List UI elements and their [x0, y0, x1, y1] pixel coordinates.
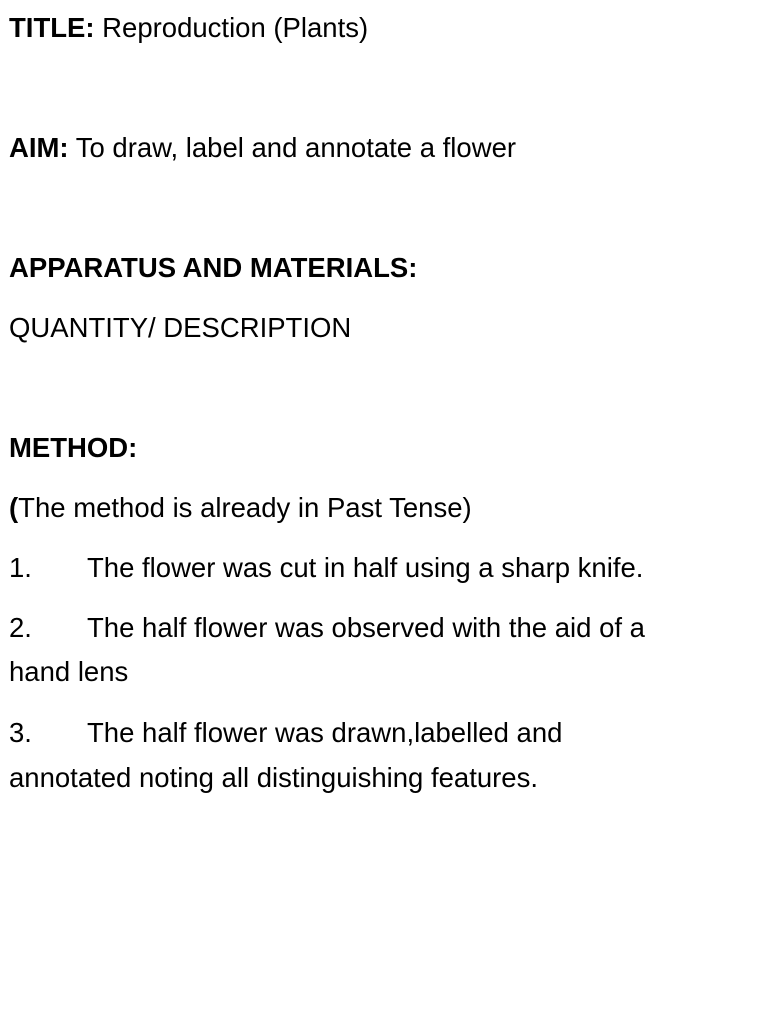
step-text: The flower was cut in half using a sharp knife.: [87, 552, 644, 583]
method-step-3-continued: annotated noting all distinguishing features.: [9, 762, 538, 793]
method-step-2-continued: hand lens: [9, 656, 129, 687]
apparatus-heading: APPARATUS AND MATERIALS:: [9, 252, 418, 283]
title-value: Reproduction (Plants): [94, 12, 369, 43]
step-text: The half flower was drawn,labelled and: [87, 717, 563, 748]
step-number: 2.: [9, 612, 32, 643]
apparatus-subheading: QUANTITY/ DESCRIPTION: [9, 312, 352, 343]
method-step-1: [9, 546, 643, 590]
method-note: [9, 486, 472, 530]
title-label: TITLE:: [9, 12, 95, 43]
step-number: 1.: [9, 552, 32, 583]
method-step-3: [9, 711, 562, 755]
method-note-paren: (: [9, 492, 19, 523]
method-note-text: The method is already in Past Tense): [18, 492, 472, 523]
step-number: 3.: [9, 717, 32, 748]
method-heading: METHOD:: [9, 432, 138, 463]
title-line: [9, 6, 368, 50]
aim-line: [9, 126, 516, 170]
aim-value: To draw, label and annotate a flower: [68, 132, 517, 163]
method-step-2: [9, 606, 645, 650]
step-text: The half flower was observed with the aid of a: [87, 612, 645, 643]
aim-label: AIM:: [9, 132, 69, 163]
